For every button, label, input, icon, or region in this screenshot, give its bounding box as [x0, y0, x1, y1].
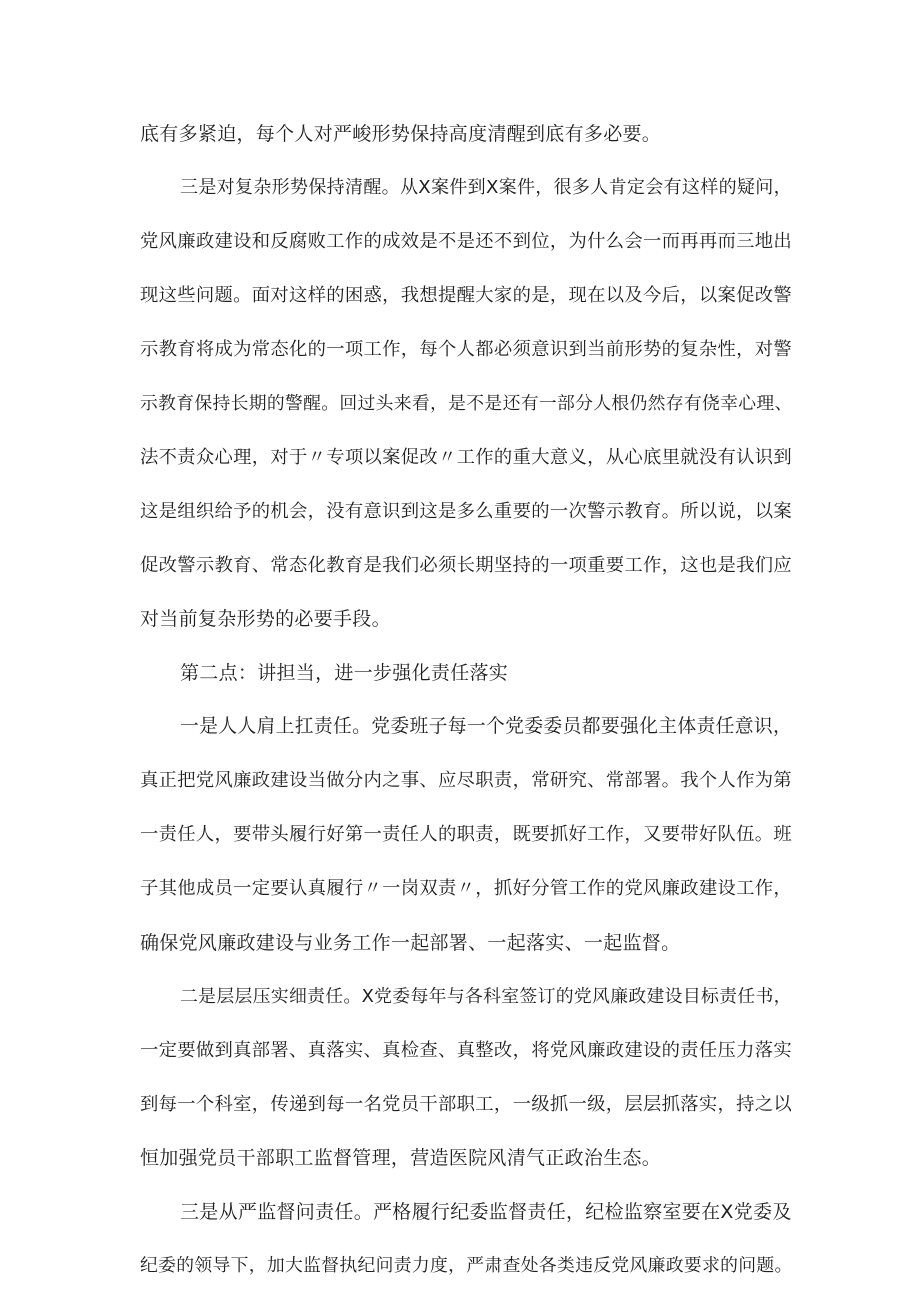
text-line: 一责任人，要带头履行好第一责任人的职责，既要抓好工作，又要带好队伍。班: [140, 824, 792, 845]
text-line: 底有多紧迫，每个人对严峻形势保持高度清醒到底有多必要。: [140, 123, 662, 145]
text-line: 党风廉政建设和反腐败工作的成效是不是还不到位，为什么会一而再再而三地出: [140, 231, 792, 252]
text-line: 一定要做到真部署、真落实、真检查、真整改，将党风廉政建设的责任压力落实: [140, 1040, 792, 1061]
text-line: 子其他成员一定要认真履行〃一岗双责〃，抓好分管工作的党风廉政建设工作，: [140, 878, 792, 899]
paragraph-first-line: 二是层层压实细责任。X党委每年与各科室签订的党风廉政建设目标责任书，: [180, 986, 792, 1007]
text-line: 真正把党风廉政建设当做分内之事、应尽职责，常研究、常部署。我个人作为第: [140, 770, 792, 791]
text-line: 到每一个科室，传递到每一名党员干部职工，一级抓一级，层层抓落实，持之以: [140, 1094, 792, 1115]
paragraph-first-line: 一是人人肩上扛责任。党委班子每一个党委委员都要强化主体责任意识，: [180, 716, 793, 737]
text-line: 对当前复杂形势的必要手段。: [140, 608, 391, 630]
text-line: 确保党风廉政建设与业务工作一起部署、一起落实、一起监督。: [140, 932, 681, 954]
section-heading: 第二点：讲担当，进一步强化责任落实: [180, 662, 509, 684]
text-line: 这是组织给予的机会，没有意识到这是多么重要的一次警示教育。所以说，以案: [140, 501, 792, 522]
text-line: 示教育将成为常态化的一项工作，每个人都必须意识到当前形势的复杂性，对警: [140, 339, 792, 360]
text-line: 现这些问题。面对这样的困惑，我想提醒大家的是，现在以及今后，以案促改警: [140, 285, 792, 306]
text-line: 恒加强党员干部职工监督管理，营造医院风清气正政治生态。: [140, 1147, 662, 1169]
text-line: 促改警示教育、常态化教育是我们必须长期坚持的一项重要工作，这也是我们应: [140, 555, 792, 576]
text-line: 示教育保持长期的警醒。回过头来看，是不是还有一部分人根仍然存有侥幸心理、: [140, 393, 793, 414]
text-line: 法不责众心理，对于〃专项以案促改〃工作的重大意义，从心底里就没有认识到: [140, 447, 792, 468]
paragraph-first-line: 三是对复杂形势保持清醒。从X案件到X案件，很多人肯定会有这样的疑问，: [180, 177, 792, 198]
text-line: 纪委的领导下，加大监督执纪问责力度，严肃查处各类违反党风廉政要求的问题。: [140, 1255, 793, 1276]
paragraph-first-line: 三是从严监督问责任。严格履行纪委监督责任，纪检监察室要在X党委及: [180, 1201, 792, 1223]
